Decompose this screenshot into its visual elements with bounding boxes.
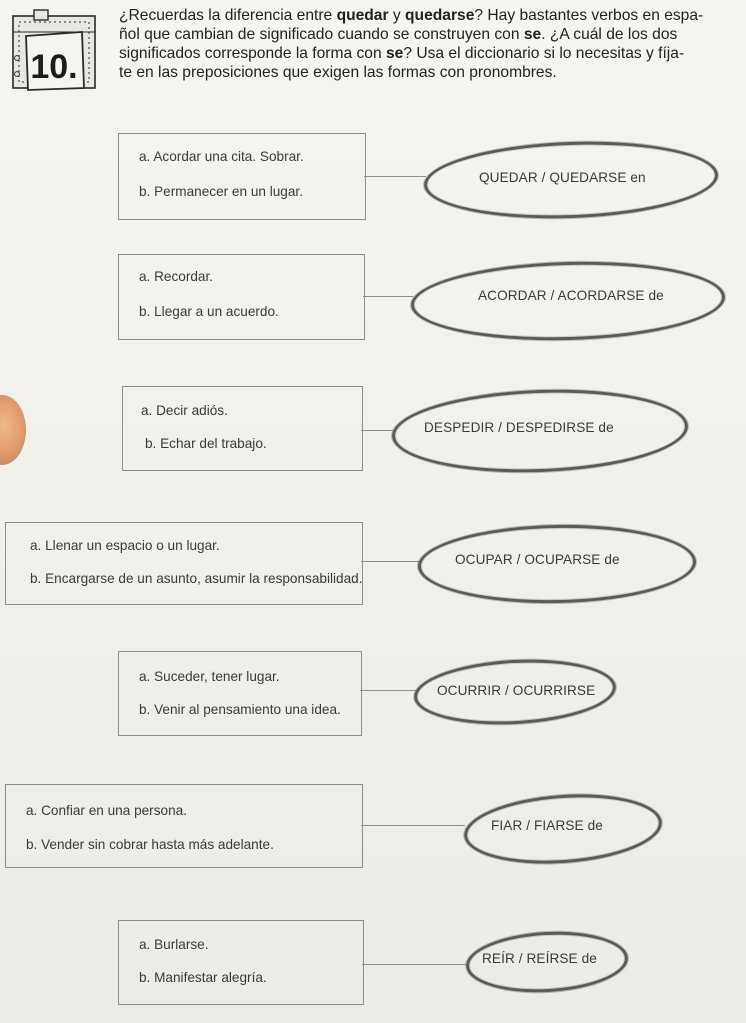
connector-line <box>361 561 419 562</box>
instructions-line: ¿Recuerdas la diferencia entre quedar y quedarse? Hay bastantes verbos en espa- <box>119 7 704 24</box>
definition-b: b. Permanecer en un lugar. <box>139 184 303 199</box>
verb-label-quedar: QUEDAR / QUEDARSE en <box>479 170 646 185</box>
definition-a: a. Llenar un espacio o un lugar. <box>30 538 220 553</box>
definition-box-quedar <box>118 133 366 220</box>
definition-b: b. Venir al pensamiento una idea. <box>139 702 341 717</box>
definition-a: a. Confiar en una persona. <box>26 803 187 818</box>
definition-a: a. Decir adiós. <box>141 403 228 418</box>
definition-b: b. Vender sin cobrar hasta más adelante. <box>26 837 274 852</box>
verb-label-ocurrir: OCURRIR / OCURRIRSE <box>437 683 596 698</box>
definition-a: a. Acordar una cita. Sobrar. <box>139 149 304 164</box>
definition-a: a. Suceder, tener lugar. <box>139 669 280 684</box>
definition-b: b. Echar del trabajo. <box>145 436 267 451</box>
connector-line <box>361 825 465 826</box>
connector-line <box>363 296 413 297</box>
definition-b: b. Manifestar alegría. <box>139 970 267 985</box>
definition-box-ocupar <box>5 522 363 605</box>
definition-box-ocurrir <box>118 651 362 736</box>
connector-line <box>361 430 393 431</box>
definition-b: b. Encargarse de un asunto, asumir la responsabilidad. <box>30 571 363 586</box>
instructions-line: te en las preposiciones que exigen las formas con pronombres. <box>119 64 557 81</box>
verb-label-ocupar: OCUPAR / OCUPARSE de <box>455 552 620 567</box>
definition-b: b. Llegar a un acuerdo. <box>139 304 279 319</box>
verb-label-reir: REÍR / REÍRSE de <box>482 951 597 966</box>
definition-a: a. Recordar. <box>139 269 214 284</box>
exercise-number: 10. <box>30 48 78 86</box>
definition-box-reir <box>118 920 364 1005</box>
definition-a: a. Burlarse. <box>139 937 209 952</box>
connector-line <box>364 176 426 177</box>
definition-box-acordar <box>118 254 365 340</box>
connector-line <box>360 690 416 691</box>
instructions-line: ñol que cambian de significado cuando se construyen con se. ¿A cuál de los dos <box>119 26 678 43</box>
finger-thumb <box>0 395 26 465</box>
exercise-number-badge <box>10 8 100 92</box>
verb-label-despedir: DESPEDIR / DESPEDIRSE de <box>424 420 614 435</box>
verb-label-acordar: ACORDAR / ACORDARSE de <box>478 288 664 303</box>
connector-line <box>362 964 466 965</box>
definition-box-fiar <box>5 784 363 868</box>
instructions-line: significados corresponde la forma con se? Usa el diccionario si lo necesitas y fíja- <box>119 45 685 62</box>
definition-box-despedir <box>122 386 363 471</box>
instructions <box>119 6 731 82</box>
verb-label-fiar: FIAR / FIARSE de <box>491 818 603 833</box>
